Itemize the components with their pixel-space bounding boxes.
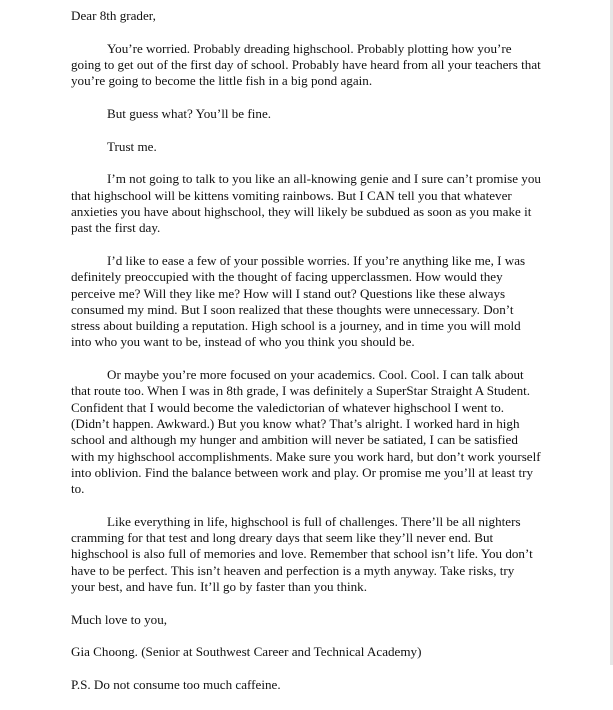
paragraph-challenges: Like everything in life, highschool is full of challenges. There’ll be all nighters cramming for that test and long dreary days that seem like they’ll never end. But highschool is also full of memories and love. Remember that school isn’t life. You don’t have to be perfect. This isn’t heaven and perfection is a myth anyway. Take risks, try your best, and have fun. It’ll go by faster than you think.: [71, 513, 533, 595]
paragraph-academics: Or maybe you’re more focused on your academics. Cool. Cool. I can talk about that route too. When I was in 8th grade, I was definitely a SuperStar Straight A Student. Confident that I would become the valedictorian of whatever highschool I went to. (Didn’t happen. Awkward.) But you know what? That’s alright. I worked hard in high school and although my hunger and ambition will never be satiated, I can be satisfied with my highschool accomplishments. Make sure you work hard, but don’t work yourself into oblivion. Find the balance between work and play. Or promise me you’ll at least try to.: [71, 367, 541, 497]
paragraph-not-a-genie: I’m not going to talk to you like an all-knowing genie and I sure can’t promise you that highschool will be kittens vomiting rainbows. But I CAN tell you that whatever anxieties you have about highschool, they will likely be subdued as soon as you make it past the first day.: [71, 171, 541, 236]
paragraph-trust-me: Trust me.: [107, 138, 157, 154]
postscript: P.S. Do not consume too much caffeine.: [71, 677, 281, 693]
signature: Gia Choong. (Senior at Southwest Career and Technical Academy): [71, 644, 422, 660]
paragraph-worried: You’re worried. Probably dreading highschool. Probably plotting how you’re going to get out of the first day of school. Probably have heard from all your teachers that you’re going to become the little fish in a big pond again.: [71, 40, 541, 89]
paragraph-youll-be-fine: But guess what? You’ll be fine.: [107, 105, 272, 121]
paragraph-worries: I’d like to ease a few of your possible worries. If you’re anything like me, I was definitely preoccupied with the thought of facing upperclassmen. How would they perceive me? Will they like me? How will I stand out? Questions like these always consumed my mind. But I soon realized that these thoughts were unnecessary. Don’t stress about building a reputation. High school is a journey, and in time you will mold into who you want to be, instead of who you think you should be.: [71, 252, 526, 350]
salutation: Dear 8th grader,: [71, 8, 156, 23]
letter-body: [71, 8, 541, 710]
closing: Much love to you,: [71, 611, 168, 627]
